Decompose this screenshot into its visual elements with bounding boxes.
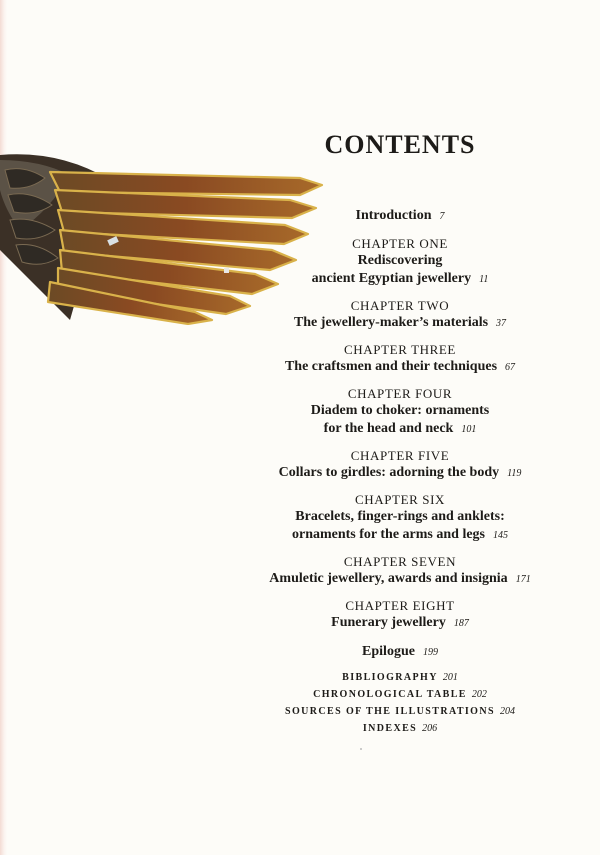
back-matter-label: INDEXES [362,723,418,734]
chapter-page: 67 [505,362,516,373]
back-matter-page: 206 [422,723,438,734]
chapter-page: 11 [479,274,489,285]
toc-chapter-eight[interactable] [260,598,540,633]
chapter-page: 119 [507,468,522,479]
chapter-number: CHAPTER TWO [350,298,450,313]
chapter-page: 37 [496,318,507,329]
toc-chapter-one[interactable] [260,236,540,289]
chapter-title-line2 [260,314,540,333]
back-matter-page: 201 [442,672,458,683]
chapter-title-text: The craftsmen and their techniques [284,359,498,374]
chapter-number: CHAPTER EIGHT [345,598,455,613]
toc-chronological-table[interactable] [260,686,540,703]
toc-indexes[interactable] [260,720,540,737]
table-of-contents [260,206,540,737]
toc-chapter-three[interactable] [260,342,540,377]
chapter-number: CHAPTER THREE [344,342,456,357]
chapter-title-text: ornaments for the arms and legs [291,527,485,542]
chapter-title-text: ancient Egyptian jewellery [311,271,472,286]
chapter-title-line1: Rediscovering [357,253,443,268]
chapter-title-text: Collars to girdles: adorning the body [278,465,500,480]
chapter-page: 145 [493,530,508,541]
toc-sources-of-illustrations[interactable] [260,703,540,720]
contents-title: CONTENTS [324,130,476,159]
toc-chapter-six[interactable] [260,492,540,545]
back-matter-label: SOURCES OF THE ILLUSTRATIONS [285,706,495,717]
toc-chapter-four[interactable] [260,386,540,439]
chapter-number: CHAPTER ONE [352,236,448,251]
chapter-page: 101 [461,424,477,435]
toc-chapter-seven[interactable] [260,554,540,589]
chapter-title-line2 [260,570,540,589]
chapter-number: CHAPTER SIX [354,492,446,507]
chapter-title-text: Funerary jewellery [331,615,446,630]
chapter-number: CHAPTER SEVEN [343,554,457,569]
introduction-page: 7 [439,211,445,222]
introduction-label: Introduction [355,208,432,223]
chapter-title-line2 [260,614,540,633]
toc-introduction[interactable] [260,206,540,227]
chapter-page: 171 [515,574,531,585]
chapter-title-line2 [260,526,540,545]
chapter-title-line2 [260,464,540,483]
chapter-title-text: Amuletic jewellery, awards and insignia [269,571,508,586]
chapter-number: CHAPTER FIVE [350,448,450,463]
chapter-title-line2 [260,420,540,439]
toc-bibliography[interactable] [260,669,540,686]
toc-chapter-five[interactable] [260,448,540,483]
chapter-title-line1: Diadem to choker: ornaments [310,403,490,418]
chapter-title-line2 [260,270,540,289]
page-edge [0,0,7,855]
chapter-page: 187 [453,618,469,629]
epilogue-page: 199 [422,647,438,658]
epilogue-label: Epilogue [362,644,415,659]
back-matter-page: 204 [499,706,515,717]
toc-epilogue[interactable] [260,642,540,663]
paper-speck [360,748,362,750]
back-matter-label: BIBLIOGRAPHY [342,672,438,683]
chapter-number: CHAPTER FOUR [347,386,453,401]
chapter-title-line1: Bracelets, finger-rings and anklets: [295,509,505,524]
chapter-title-text: The jewellery-maker’s materials [293,315,489,330]
chapter-title-text: for the head and neck [323,421,454,436]
back-matter-page: 202 [471,689,487,700]
back-matter-label: CHRONOLOGICAL TABLE [313,689,467,700]
chapter-title-line2 [260,358,540,377]
toc-chapter-two[interactable] [260,298,540,333]
